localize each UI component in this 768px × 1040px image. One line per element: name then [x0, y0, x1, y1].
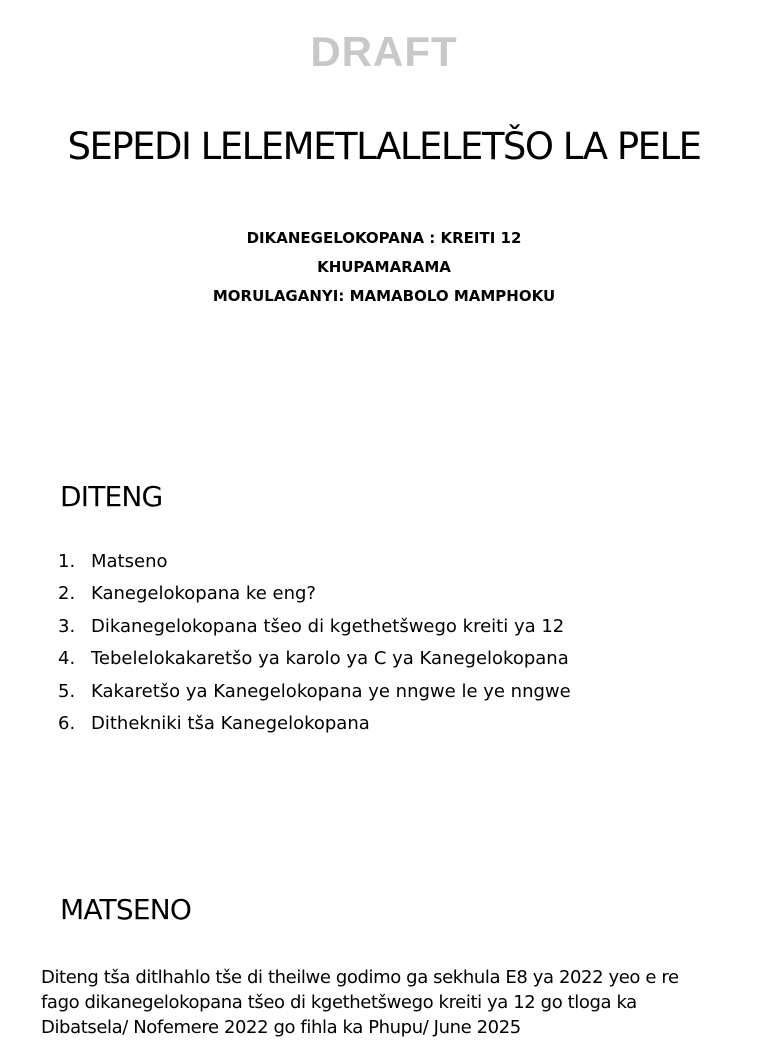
- toc-item-number: 5.: [58, 680, 76, 702]
- document-title: SEPEDI LELEMETLALELETŠO LA PELE: [67, 125, 701, 168]
- toc-item-text: Matseno: [91, 551, 168, 572]
- section-heading: MATSENO: [60, 893, 192, 926]
- subtitle-subject: DIKANEGELOKOPANA : KREITI 12: [246, 229, 522, 247]
- toc-item-text: Kanegelokopana ke eng?: [91, 583, 316, 605]
- toc-item-number: 3.: [58, 615, 76, 637]
- list-item: [58, 549, 571, 581]
- toc-item-text: Dikanegelokopana tšeo di kgethetšwego kreiti ya 12: [91, 615, 565, 637]
- toc-item-text: Dithekniki tša Kanegelokopana: [91, 712, 370, 734]
- list-item: [58, 646, 571, 678]
- list-item: [58, 711, 571, 743]
- list-item: [58, 581, 571, 613]
- paragraph-line: Diteng tša ditlhahlo tše di theilwe godimo ga sekhula E8 ya 2022 yeo e re: [41, 967, 679, 988]
- section-paragraph: [41, 965, 741, 1040]
- paragraph-line: Dibatsela/ Nofemere 2022 go fihla ka Phupu/ June 2025: [41, 1017, 521, 1038]
- toc-item-number: 6.: [58, 712, 76, 734]
- toc-heading: DITENG: [60, 480, 163, 513]
- list-item: [58, 614, 571, 646]
- toc-item-text: Tebelelokakaretšo ya karolo ya C ya Kanegelokopana: [91, 648, 569, 670]
- toc-item-number: 1.: [58, 551, 76, 572]
- toc-item-number: 2.: [58, 583, 76, 605]
- toc-item-text: Kakaretšo ya Kanegelokopana ye nngwe le ye nngwe: [91, 680, 571, 702]
- list-item: [58, 679, 571, 711]
- subtitle-author: MORULAGANYI: MAMABOLO MAMPHOKU: [212, 287, 556, 305]
- toc-item-number: 4.: [58, 648, 76, 670]
- draft-watermark: DRAFT: [310, 28, 458, 75]
- subtitle-genre: KHUPAMARAMA: [317, 258, 451, 276]
- toc-list: [58, 549, 571, 743]
- paragraph-line: fago dikanegelokopana tšeo di kgethetšwego kreiti ya 12 go tloga ka: [41, 992, 637, 1013]
